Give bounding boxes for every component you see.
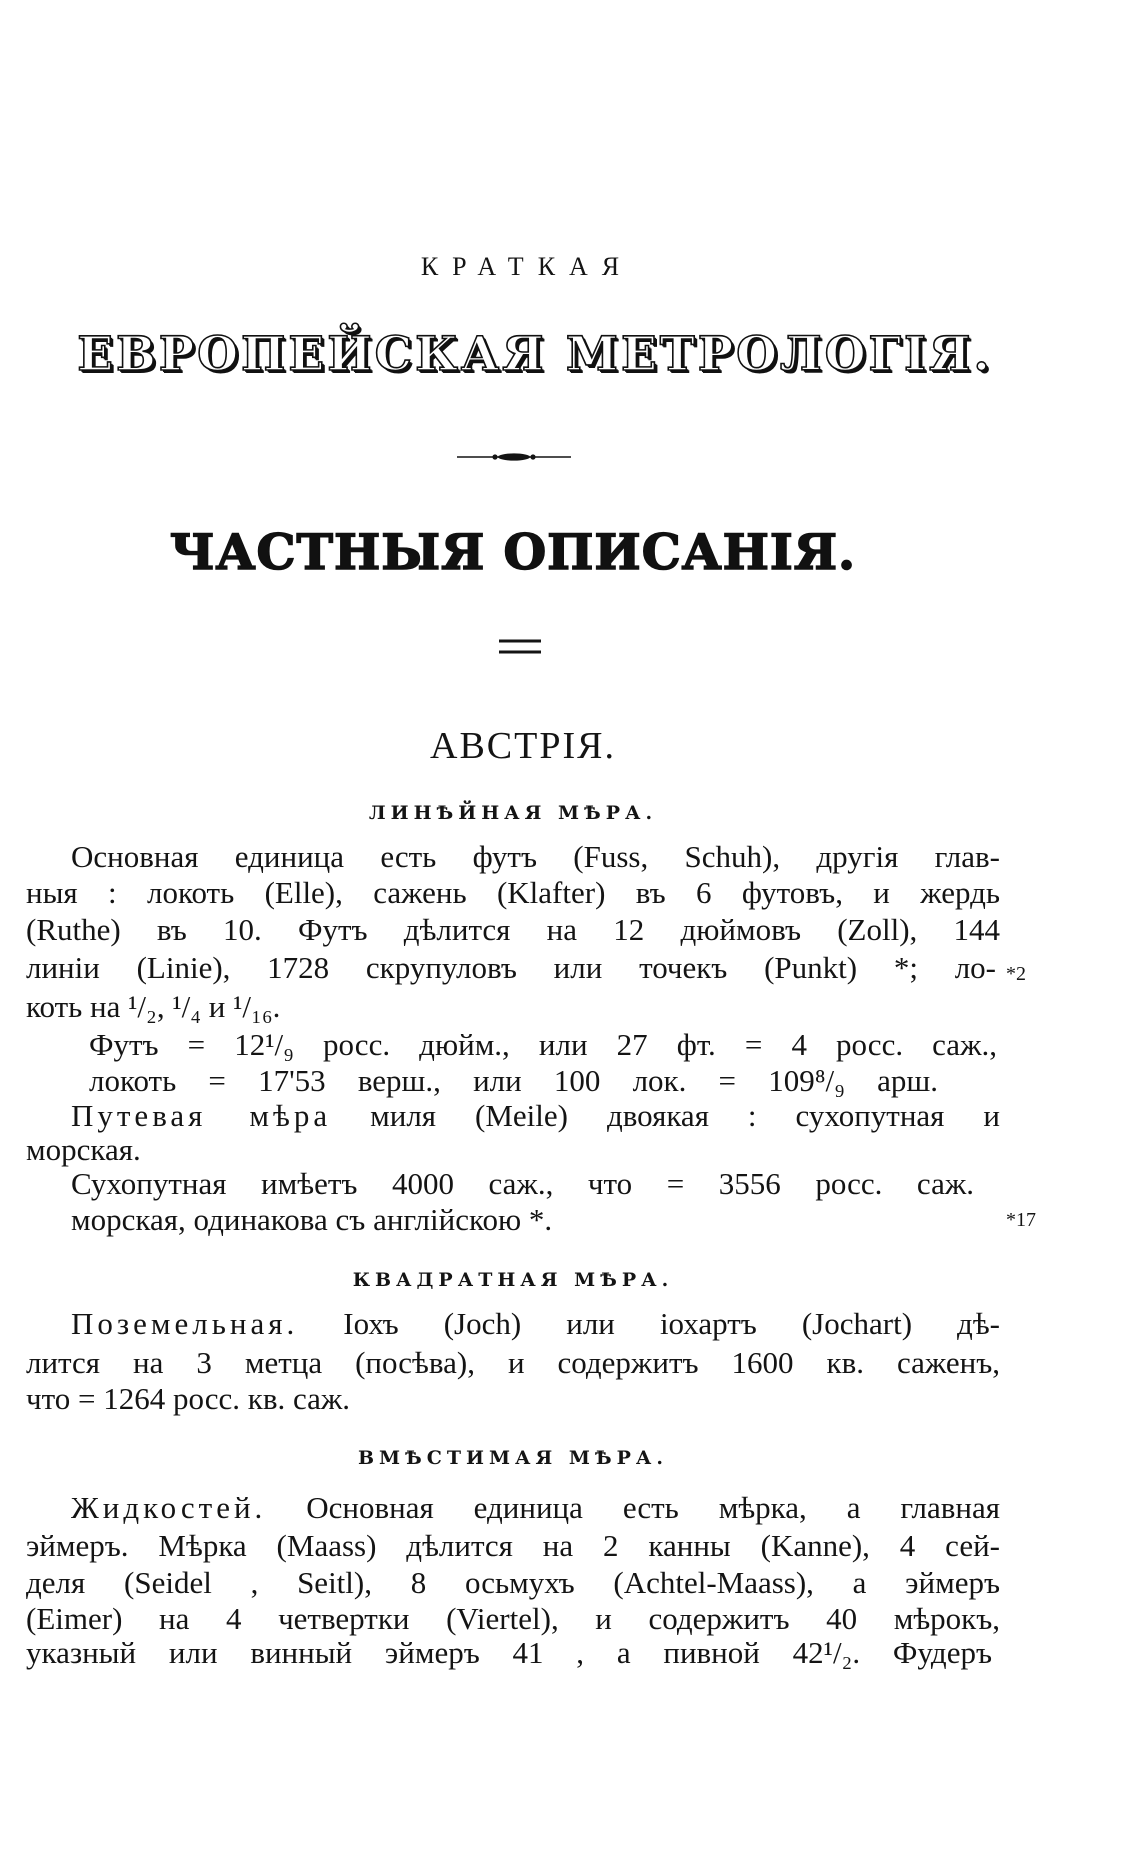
- text-line: [71, 1306, 1000, 1342]
- text-line: Основная единица есть футъ (Fuss, Schuh), другія глав-: [71, 839, 1000, 874]
- text-line: [71, 1490, 1000, 1526]
- margin-note: *17: [1006, 1209, 1036, 1231]
- text-line: ныя : локоть (Elle), сажень (Klafter) въ 6 футовъ, и жердь: [26, 875, 1000, 910]
- text-line: морская, одинакова съ англійскою *.: [71, 1202, 553, 1237]
- margin-note: *2: [1006, 963, 1026, 985]
- linear-measure-heading: ЛИНѢЙНАЯ МѢРА.: [368, 802, 658, 824]
- spaced-term: Путевая мѣра: [71, 1098, 332, 1133]
- double-rule: [499, 636, 541, 658]
- country-heading: АВСТРІЯ.: [430, 725, 616, 767]
- text-line: локоть = 17'53 верш., или 100 лок. = 109⁸/₉ арш.: [89, 1063, 938, 1098]
- capacity-measure-heading: ВМѢСТИМАЯ МѢРА.: [357, 1447, 669, 1469]
- text-line: (Eimer) на 4 четвертки (Viertel), и содержитъ 40 мѣрокъ,: [26, 1601, 1000, 1636]
- text-line: деля (Seidel , Seitl), 8 осьмухъ (Achtel-Maass), а эймеръ: [26, 1565, 1000, 1600]
- kicker-title: КРАТКАЯ: [420, 252, 634, 281]
- text-line: лится на 3 метца (посѣва), и содержитъ 1600 кв. саженъ,: [26, 1345, 1000, 1380]
- section-subtitle: ЧАСТНЫЯ ОПИСАНІЯ.: [169, 523, 857, 581]
- text-line: [71, 1098, 1000, 1134]
- ornamental-rule: [457, 450, 571, 464]
- line-text: миля (Meile) двоякая : сухопутная и: [331, 1098, 1001, 1133]
- text-line: что = 1264 росс. кв. саж.: [26, 1381, 351, 1416]
- square-measure-heading: КВАДРАТНАЯ МѢРА.: [352, 1269, 674, 1291]
- text-line: линіи (Linie), 1728 скрупуловъ или точекъ (Punkt) *; ло-: [26, 950, 996, 985]
- text-line: указный или винный эймеръ 41 , а пивной 42¹/₂. Фудеръ: [26, 1635, 992, 1670]
- line-text: Іохъ (Joch) или іохартъ (Jochart) дѣ-: [298, 1306, 1000, 1341]
- text-line: Сухопутная имѣетъ 4000 саж., что = 3556 росс. саж.: [71, 1166, 974, 1201]
- text-line: эймеръ. Мѣрка (Maass) дѣлится на 2 канны (Kanne), 4 сей-: [26, 1528, 1000, 1563]
- text-line: Футъ = 12¹/₉ росс. дюйм., или 27 фт. = 4 росс. саж.,: [89, 1027, 997, 1062]
- spaced-term: Жидкостей.: [71, 1490, 267, 1525]
- text-line: коть на ¹/₂, ¹/₄ и ¹/₁₆.: [26, 989, 281, 1024]
- text-line: морская.: [26, 1132, 141, 1167]
- main-title: ЕВРОПЕЙСКАЯ МЕТРОЛОГІЯ.: [77, 327, 993, 382]
- line-text: Основная единица есть мѣрка, а главная: [266, 1490, 1000, 1525]
- spaced-term: Поземельная.: [71, 1306, 299, 1341]
- text-line: (Ruthe) въ 10. Футъ дѣлится на 12 дюймовъ (Zoll), 144: [26, 912, 1000, 947]
